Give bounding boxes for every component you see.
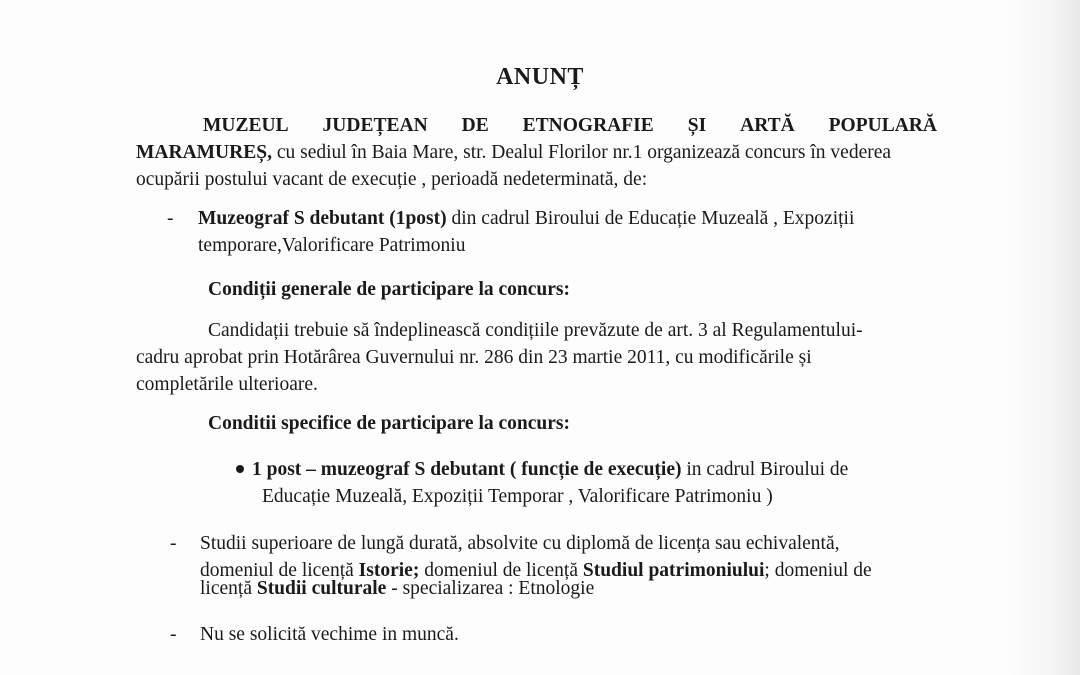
experience-line: Nu se solicită vechime in muncă. bbox=[200, 624, 459, 645]
experience-dash: - bbox=[170, 624, 177, 645]
general-conditions-line-2: cadru aprobat prin Hotărârea Guvernului nr. 286 din 23 martie 2011, cu modificările și bbox=[136, 347, 812, 368]
position-title: Muzeograf S debutant (1post) bbox=[198, 208, 447, 229]
studies-line-1: Studii superioare de lungă durată, absolvite cu diplomă de licența sau echivalentă, bbox=[200, 533, 840, 554]
general-conditions-line-3: completările ulterioare. bbox=[136, 374, 318, 395]
studies-text: licență bbox=[200, 578, 257, 599]
general-conditions-heading: Condiții generale de participare la concurs: bbox=[208, 279, 570, 300]
specific-conditions-heading: Conditii specifice de participare la concurs: bbox=[208, 413, 570, 434]
intro-word: POPULARĂ bbox=[828, 115, 937, 136]
scan-shadow-edge bbox=[1010, 0, 1080, 675]
bullet-line-2: Educație Muzeală, Expoziții Temporar , Valorificare Patrimoniu ) bbox=[262, 486, 773, 507]
intro-word: JUDEȚEAN bbox=[322, 115, 428, 136]
studies-line-3 bbox=[200, 575, 594, 603]
bullet-position-title: 1 post – muzeograf S debutant ( funcție de execuție) bbox=[252, 459, 682, 480]
position-dash: - bbox=[167, 208, 174, 229]
studies-text: - specializarea : Etnologie bbox=[386, 578, 595, 599]
position-line-2: temporare,Valorificare Patrimoniu bbox=[198, 235, 466, 256]
intro-word: ȘI bbox=[687, 115, 707, 136]
document-title: ANUNȚ bbox=[496, 64, 584, 90]
general-conditions-line-1: Candidații trebuie să îndeplinească condițiile prevăzute de art. 3 al Regulamentului- bbox=[208, 320, 863, 341]
studies-text: domeniul de licență bbox=[200, 560, 359, 581]
intro-line-3: ocupării postului vacant de execuție , perioadă nedeterminată, de: bbox=[136, 169, 648, 190]
intro-line-2 bbox=[136, 139, 891, 167]
studies-field-history: Istorie; bbox=[358, 560, 420, 581]
intro-line-1 bbox=[203, 112, 937, 140]
studies-dash: - bbox=[170, 533, 177, 554]
studies-field-heritage: Studiul patrimoniului bbox=[582, 560, 765, 581]
position-line-1-text: din cadrul Biroului de Educație Muzeală , Expoziții bbox=[446, 208, 855, 229]
studies-field-cultural: Studii culturale bbox=[256, 578, 387, 599]
bullet-icon bbox=[236, 465, 244, 473]
studies-text: ; domeniul de bbox=[764, 560, 872, 581]
museum-county: MARAMUREȘ, bbox=[136, 142, 272, 163]
intro-line-2-text: cu sediul în Baia Mare, str. Dealul Florilor nr.1 organizează concurs în vederea bbox=[271, 142, 892, 163]
intro-word: MUZEUL bbox=[203, 115, 289, 136]
intro-word: DE bbox=[461, 115, 489, 136]
intro-word: ARTĂ bbox=[740, 115, 795, 136]
intro-word: ETNOGRAFIE bbox=[522, 115, 654, 136]
bullet-line-1 bbox=[236, 456, 848, 484]
bullet-line-1-text: in cadrul Biroului de bbox=[681, 459, 849, 480]
position-line-1 bbox=[198, 205, 854, 233]
studies-text: domeniul de licență bbox=[419, 560, 583, 581]
